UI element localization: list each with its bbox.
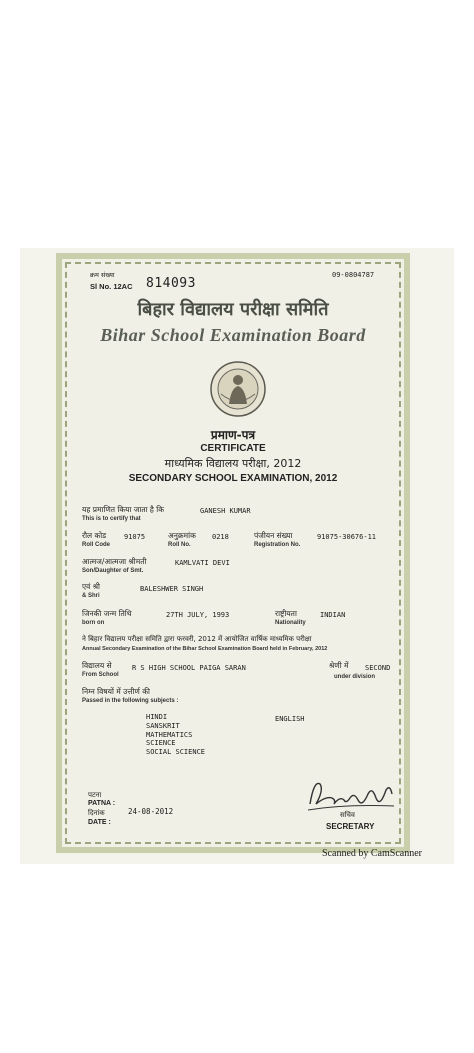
serial-number: 814093 [146,276,196,291]
father-label: & Shri [82,593,100,599]
mother-name: KAMLVATI DEVI [175,559,230,567]
secretary-label: SECRETARY [326,822,375,831]
nationality-label: Nationality [275,620,306,626]
nationality-label-hindi: राष्ट्रीयता [275,609,297,618]
secretary-label-hindi: सचिव [340,811,355,819]
subjects-list [146,713,205,757]
roll-no-label-hindi: अनुक्रमांक [168,531,196,540]
certificate-title-hindi: प्रमाण-पत्र [210,428,256,442]
issue-date: 24-08-2012 [128,807,174,816]
division-label-hindi: श्रेणी में [329,661,349,670]
roll-code-value: 91075 [124,533,146,541]
certificate [56,253,410,853]
registration-label: Registration No. [254,542,301,548]
nationality-value: INDIAN [320,611,346,619]
father-name: BALESHWER SINGH [140,585,204,593]
subject-item: SANSKRIT [146,721,180,730]
division-value: SECOND [365,664,391,672]
registration-value: 91075-30676-11 [317,533,377,541]
camscanner-watermark: Scanned by CamScanner [322,848,422,859]
father-label-hindi: एवं श्री [82,582,100,591]
board-seal-emblem [209,360,267,418]
board-name-hindi: बिहार विद्यालय परीक्षा समिति [137,299,329,320]
subject-item: SCIENCE [146,739,176,748]
subject-item: HINDI [146,713,168,721]
registration-label-hindi: पंजीयन संख्या [254,531,293,540]
school-name: R S HIGH SCHOOL PAIGA SARAN [132,664,246,672]
certificate-title: CERTIFICATE [200,443,266,454]
subject-item: MATHEMATICS [146,730,193,739]
school-label: From School [82,672,119,678]
roll-code-label: Roll Code [82,542,110,548]
roll-no-value: 0218 [212,533,229,541]
subject-english: ENGLISH [275,715,305,723]
roll-code-label-hindi: रौल कोड [82,531,107,540]
division-label: under division [334,674,376,680]
passed-line-hindi: ने बिहार विद्यालय परीक्षा समिति द्वारा फरवरी, 2012 में आयोजित वार्षिक माध्यमिक परीक्षा [82,635,312,643]
exam-title: SECONDARY SCHOOL EXAMINATION, 2012 [128,473,338,484]
secretary-signature [306,774,396,816]
subject-item: SOCIAL SCIENCE [146,748,206,757]
roll-no-label: Roll No. [168,542,191,548]
date-label: DATE : [88,819,111,826]
parent-label: Son/Daughter of Smt. [82,568,144,574]
birth-label: born on [82,620,105,626]
passed-line: Annual Secondary Examination of the Bihar School Examination Board held in February, 2012 [82,646,328,652]
exam-title-hindi: माध्यमिक विद्यालय परीक्षा, 2012 [164,457,302,470]
serial-label-hindi: क्रम संख्या [90,271,115,279]
birth-date: 27TH JULY, 1993 [166,611,230,619]
subjects-label: Passed in the following subjects : [82,698,179,704]
student-name: GANESH KUMAR [200,507,251,515]
place-label-hindi: पटना [88,791,102,799]
date-label-hindi: दिनांक [88,809,105,817]
serial-label: Sl No. 12AC [90,282,133,291]
place-label: PATNA : [88,800,116,807]
subjects-label-hindi: निम्न विषयों में उत्तीर्ण की [82,687,150,696]
parent-label-hindi: आत्मज/आत्मजा श्रीमती [82,557,147,566]
top-right-code: 09-0804787 [332,271,375,279]
certify-label: This is to certify that [82,516,141,522]
school-label-hindi: विद्यालय से [82,661,112,670]
birth-label-hindi: जिनकी जन्म तिथि [82,609,132,618]
board-name-english: Bihar School Examination Board [100,325,366,345]
certify-label-hindi: यह प्रमाणित किया जाता है कि [82,505,164,514]
